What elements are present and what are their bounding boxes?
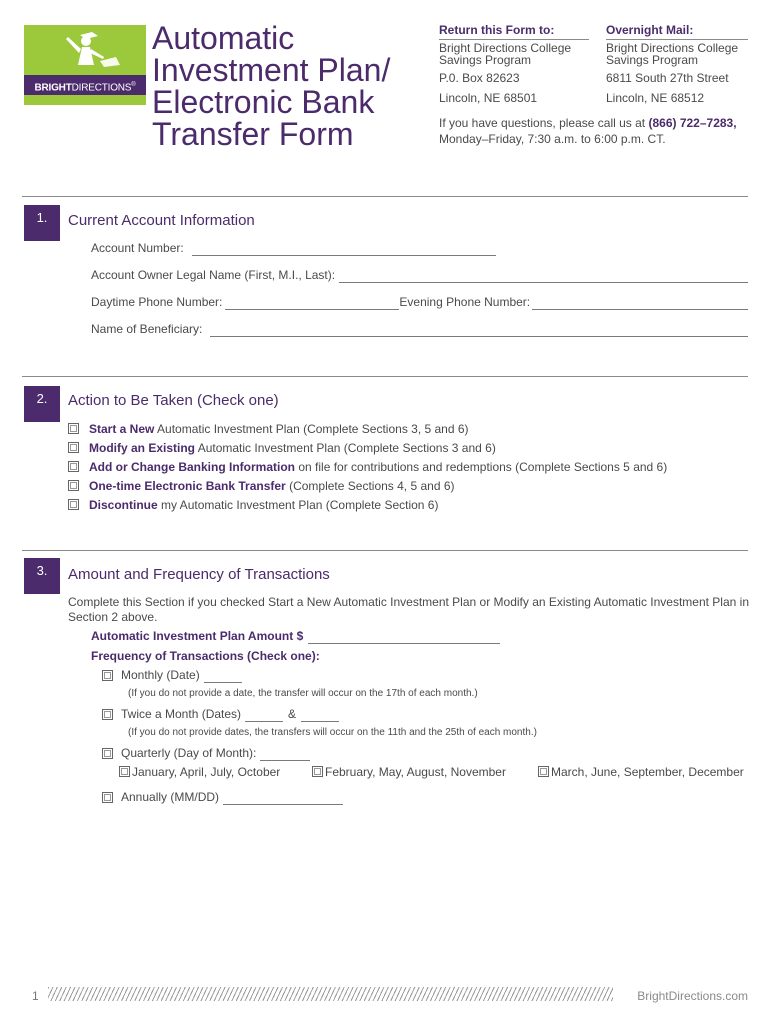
quarterly-label: Quarterly (Day of Month): bbox=[121, 746, 257, 760]
account-number-label: Account Number: bbox=[91, 241, 184, 255]
twice-label: Twice a Month (Dates) bbox=[121, 707, 242, 721]
bright-directions-logo bbox=[24, 25, 146, 105]
checkbox[interactable] bbox=[312, 766, 323, 777]
checkbox[interactable] bbox=[102, 709, 113, 720]
quarter-option-label: March, June, September, December bbox=[551, 765, 744, 779]
evening-phone-label: Evening Phone Number: bbox=[399, 295, 531, 309]
phone-number: (866) 722–7283, bbox=[648, 116, 737, 130]
checkbox[interactable] bbox=[102, 670, 113, 681]
twice-note: (If you do not provide dates, the transfers will occur on the 11th and the 25th of each month.) bbox=[128, 727, 537, 738]
overnight-heading: Overnight Mail: bbox=[606, 22, 748, 40]
frequency-quarterly[interactable] bbox=[102, 745, 310, 761]
beneficiary-label: Name of Beneficiary: bbox=[91, 322, 203, 336]
evening-phone-line[interactable] bbox=[532, 297, 748, 310]
frequency-monthly[interactable] bbox=[102, 667, 242, 683]
checkbox[interactable] bbox=[68, 442, 79, 453]
quarterly-day-line[interactable] bbox=[260, 748, 310, 761]
address-line: Bright Directions College bbox=[606, 41, 739, 55]
checkbox[interactable] bbox=[102, 748, 113, 759]
questions-info bbox=[439, 115, 759, 147]
section-divider bbox=[22, 550, 748, 551]
checkbox[interactable] bbox=[119, 766, 130, 777]
option-bold: Modify an Existing bbox=[89, 441, 196, 455]
quarter-option-feb[interactable] bbox=[312, 764, 506, 780]
footer-hatch-decoration bbox=[48, 987, 613, 1001]
owner-name-field[interactable] bbox=[91, 267, 748, 283]
option-text: on file for contributions and redemptions (Complete Sections 5 and 6) bbox=[298, 460, 668, 474]
option-bold: Add or Change Banking Information bbox=[89, 460, 295, 474]
frequency-annually[interactable] bbox=[102, 789, 343, 805]
owner-name-label: Account Owner Legal Name (First, M.I., Last): bbox=[91, 268, 336, 282]
section-1-number: 1. bbox=[24, 205, 60, 241]
action-option-banking[interactable] bbox=[68, 459, 667, 475]
frequency-heading bbox=[91, 648, 320, 664]
option-bold: One-time Electronic Bank Transfer bbox=[89, 479, 286, 493]
phone-fields[interactable] bbox=[91, 294, 748, 310]
form-title bbox=[152, 22, 427, 150]
twice-date-1-line[interactable] bbox=[245, 709, 283, 722]
option-text: Automatic Investment Plan (Complete Sections 3 and 6) bbox=[197, 441, 496, 455]
twice-date-2-line[interactable] bbox=[301, 709, 339, 722]
overnight-address bbox=[606, 22, 748, 106]
option-text: Automatic Investment Plan (Complete Sections 3, 5 and 6) bbox=[157, 422, 469, 436]
beneficiary-field[interactable] bbox=[91, 321, 748, 337]
return-address bbox=[439, 22, 589, 106]
checkbox[interactable] bbox=[68, 480, 79, 491]
graduate-icon bbox=[24, 25, 146, 75]
option-text: my Automatic Investment Plan (Complete Section 6) bbox=[161, 498, 439, 512]
address-line: 6811 South 27th Street bbox=[606, 71, 729, 85]
checkbox[interactable] bbox=[102, 792, 113, 803]
quarter-option-jan[interactable] bbox=[119, 764, 280, 780]
footer-website: BrightDirections.com bbox=[637, 989, 748, 1003]
plan-amount-line[interactable] bbox=[308, 631, 500, 644]
ampersand: & bbox=[288, 707, 297, 721]
account-number-field[interactable] bbox=[91, 240, 748, 256]
checkbox[interactable] bbox=[68, 423, 79, 434]
address-line: Lincoln, NE 68512 bbox=[606, 91, 705, 105]
frequency-label: Frequency of Transactions (Check one): bbox=[91, 649, 320, 663]
section-2-number: 2. bbox=[24, 386, 60, 422]
logo-band bbox=[24, 75, 146, 95]
account-number-line[interactable] bbox=[192, 243, 496, 256]
annually-label: Annually (MM/DD) bbox=[121, 790, 220, 804]
beneficiary-line[interactable] bbox=[210, 324, 748, 337]
checkbox[interactable] bbox=[538, 766, 549, 777]
section-3-number: 3. bbox=[24, 558, 60, 594]
business-hours: Monday–Friday, 7:30 a.m. to 6:00 p.m. CT. bbox=[439, 132, 666, 146]
action-option-discontinue[interactable] bbox=[68, 497, 438, 513]
monthly-note: (If you do not provide a date, the transfer will occur on the 17th of each month.) bbox=[128, 688, 478, 699]
title-line: Investment Plan/ bbox=[152, 52, 391, 88]
daytime-phone-line[interactable] bbox=[225, 297, 399, 310]
address-line: Lincoln, NE 68501 bbox=[439, 91, 538, 105]
plan-amount-label: Automatic Investment Plan Amount $ bbox=[91, 629, 304, 643]
option-bold: Discontinue bbox=[89, 498, 158, 512]
page-number: 1 bbox=[32, 989, 39, 1003]
quarter-option-label: January, April, July, October bbox=[132, 765, 281, 779]
section-1-title: Current Account Information bbox=[68, 212, 255, 229]
action-option-one-time[interactable] bbox=[68, 478, 455, 494]
option-bold: Start a New bbox=[89, 422, 155, 436]
action-option-start-new[interactable] bbox=[68, 421, 469, 437]
quarter-option-label: February, May, August, November bbox=[325, 765, 506, 779]
monthly-label: Monthly (Date) bbox=[121, 668, 200, 682]
section-divider bbox=[22, 376, 748, 377]
daytime-phone-label: Daytime Phone Number: bbox=[91, 295, 223, 309]
monthly-date-line[interactable] bbox=[204, 670, 242, 683]
questions-prefix: If you have questions, please call us at bbox=[439, 116, 646, 130]
return-heading: Return this Form to: bbox=[439, 22, 589, 40]
section-3-intro: Complete this Section if you checked Start a New Automatic Investment Plan or Modify an Existing Automatic Investment Plan in Section 2 above. bbox=[68, 595, 749, 624]
section-3-title: Amount and Frequency of Transactions bbox=[68, 566, 330, 583]
address-line: P.0. Box 82623 bbox=[439, 71, 520, 85]
address-line: Savings Program bbox=[439, 53, 532, 67]
title-line: Electronic Bank bbox=[152, 84, 375, 120]
checkbox[interactable] bbox=[68, 461, 79, 472]
title-line: Automatic bbox=[152, 20, 295, 56]
checkbox[interactable] bbox=[68, 499, 79, 510]
annually-date-line[interactable] bbox=[223, 792, 343, 805]
address-line: Savings Program bbox=[606, 53, 699, 67]
address-line: Bright Directions College bbox=[439, 41, 572, 55]
logo-wordmark: BRIGHTDIRECTIONS® bbox=[34, 82, 136, 94]
owner-name-line[interactable] bbox=[339, 270, 748, 283]
action-option-modify[interactable] bbox=[68, 440, 496, 456]
section-2-title: Action to Be Taken (Check one) bbox=[68, 392, 279, 409]
section-divider bbox=[22, 196, 748, 197]
quarter-option-mar[interactable] bbox=[538, 764, 744, 780]
option-text: (Complete Sections 4, 5 and 6) bbox=[289, 479, 455, 493]
title-line: Transfer Form bbox=[152, 116, 354, 152]
plan-amount-field[interactable] bbox=[91, 628, 500, 644]
frequency-twice-month[interactable] bbox=[102, 706, 339, 722]
